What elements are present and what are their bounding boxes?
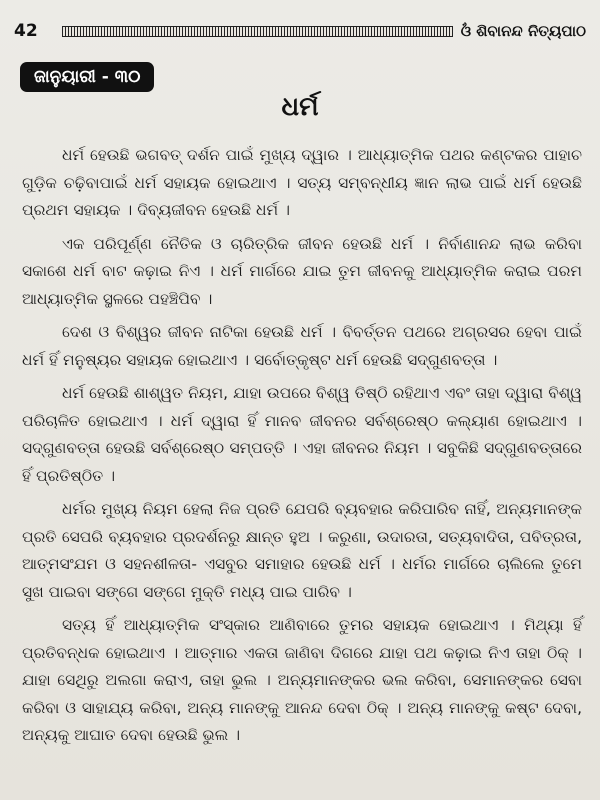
header-rule [62, 26, 453, 37]
paragraph: ସତ୍ୟ ହିଁ ଆଧ୍ୟାତ୍ମିକ ସଂସ୍କାର ଆଣିବାରେ ତୁମର ସହାୟକ ହୋଇଥାଏ । ମିଥ୍ୟା ହିଁ ପ୍ରତିବନ୍ଧକ ହୋଇଥାଏ । ଆତ୍ମାର ଏକତା ଜାଣିବା ଦିଗରେ ଯାହା ପଥ କଢ଼ାଇ ନିଏ ତାହା ଠିକ୍ । ଯାହା ସେଥିରୁ ଅଲଗା କରାଏ, ତାହା ଭୁଲ । ଅନ୍ୟମାନଙ୍କର ଭଲ କରିବା, ସେମାନଙ୍କର ସେବା କରିବା ଓ ସାହାଯ୍ୟ କରିବା, ଅନ୍ୟ ମାନଙ୍କୁ ଆନନ୍ଦ ଦେବା ଠିକ୍ । ଅନ୍ୟ ମାନଙ୍କୁ କଷ୍ଟ ଦେବା, ଅନ୍ୟକୁ ଆଘାତ ଦେବା ହେଉଛି ଭୁଲ । [22, 616, 582, 744]
paragraph: ଧର୍ମର ମୁଖ୍ୟ ନିୟମ ହେଲା ନିଜ ପ୍ରତି ଯେପରି ବ୍ୟବହାର କରିପାରିବ ନାହିଁ, ଅନ୍ୟମାନଙ୍କ ପ୍ରତି ସେପରି ବ୍ୟବହାର ପ୍ରଦର୍ଶନରୁ କ୍ଷାନ୍ତ ହୁଅ । କରୁଣା, ଉଦାରତା, ସତ୍ୟବାଦିତା, ପବିତ୍ରତା, ଆତ୍ମସଂଯମ ଓ ସହନଶୀଳତା- ଏସବୁର ସମାହାର ହେଉଛି ଧର୍ମ । ଧର୍ମର ମାର୍ଗରେ ଚାଲିଲେ ତୁମେ ସୁଖ ପାଇବା ସଙ୍ଗେ ସଙ୍ଗେ ମୁକ୍ତି ମଧ୍ୟ ପାଇ ପାରିବ । [22, 500, 582, 601]
page-title: ଧର୍ମ [281, 92, 319, 122]
page-header [14, 16, 586, 46]
book-title: ଓଁ ଶିବାନନ୍ଦ ନିତ୍ୟପାଠ [460, 22, 586, 40]
paragraph: ଧର୍ମ ହେଉଛି ଭଗବତ୍ ଦର୍ଶନ ପାଇଁ ମୁଖ୍ୟ ଦ୍ୱାର । ଆଧ୍ୟାତ୍ମିକ ପଥର କଣ୍ଟକର ପାହାଚ ଗୁଡ଼ିକ ଚଢ଼ିବାପାଇଁ ଧର୍ମ ସହାୟକ ହୋଇଥାଏ । ସତ୍ୟ ସମ୍ବନ୍ଧୀୟ ଜ୍ଞାନ ଲାଭ ପାଇଁ ଧର୍ମ ହେଉଛି ପ୍ରଥମ ସହାୟକ । ଦିବ୍ୟଜୀବନ ହେଉଛି ଧର୍ମ । [22, 146, 582, 219]
paragraph: ଦେଶ ଓ ବିଶ୍ୱର ଜୀବନ ନାଟିକା ହେଉଛି ଧର୍ମ । ବିବର୍ତ୍ତନ ପଥରେ ଅଗ୍ରସର ହେବା ପାଇଁ ଧର୍ମ ହିଁ ମନୁଷ୍ୟର ସହାୟକ ହୋଇଥାଏ । ସର୍ବୋତ୍କୃଷ୍ଟ ଧର୍ମ ହେଉଛି ସଦ୍‌ଗୁଣବତ୍ତା । [22, 323, 582, 369]
body-text [22, 142, 582, 756]
paragraph: ଏକ ପରିପୂର୍ଣ୍ଣ ନୈତିକ ଓ ଚାରିତ୍ରିକ ଜୀବନ ହେଉଛି ଧର୍ମ । ନିର୍ବାଣାନନ୍ଦ ଲାଭ କରିବା ସକାଶେ ଧର୍ମ ବାଟ କଢ଼ାଇ ନିଏ । ଧର୍ମ ମାର୍ଗରେ ଯାଇ ତୁମ ଜୀବନକୁ ଆଧ୍ୟାତ୍ମିକ କରାଇ ପରମ ଆଧ୍ୟାତ୍ମିକ ସ୍ଥଳରେ ପହଞ୍ଚିପିବ । [22, 234, 582, 308]
paragraph: ଧର୍ମ ହେଉଛି ଶାଶ୍ୱତ ନିୟମ, ଯାହା ଉପରେ ବିଶ୍ୱ ତିଷ୍ଠି ରହିଥାଏ ଏବଂ ତାହା ଦ୍ୱାରା ବିଶ୍ୱ ପରିଚାଳିତ ହୋଇଥାଏ । ଧର୍ମ ଦ୍ୱାରା ହିଁ ମାନବ ଜୀବନର ସର୍ବଶ୍ରେଷ୍ଠ କଲ୍ୟାଣ ହୋଇଥାଏ । ସଦ୍‌ଗୁଣବତ୍ତା ହେଉଛି ସର୍ବଶ୍ରେଷ୍ଠ ସମ୍ପତ୍ତି । ଏହା ଜୀବନର ନିୟମ । ସବୁକିଛି ସଦ୍‌ଗୁଣବତ୍ତାରେ ହିଁ ପ୍ରତିଷ୍ଠିତ । [22, 384, 582, 485]
page-number: 42 [14, 21, 38, 41]
date-tag: ଜାନୁୟାରୀ - ୩୦ [20, 62, 154, 92]
